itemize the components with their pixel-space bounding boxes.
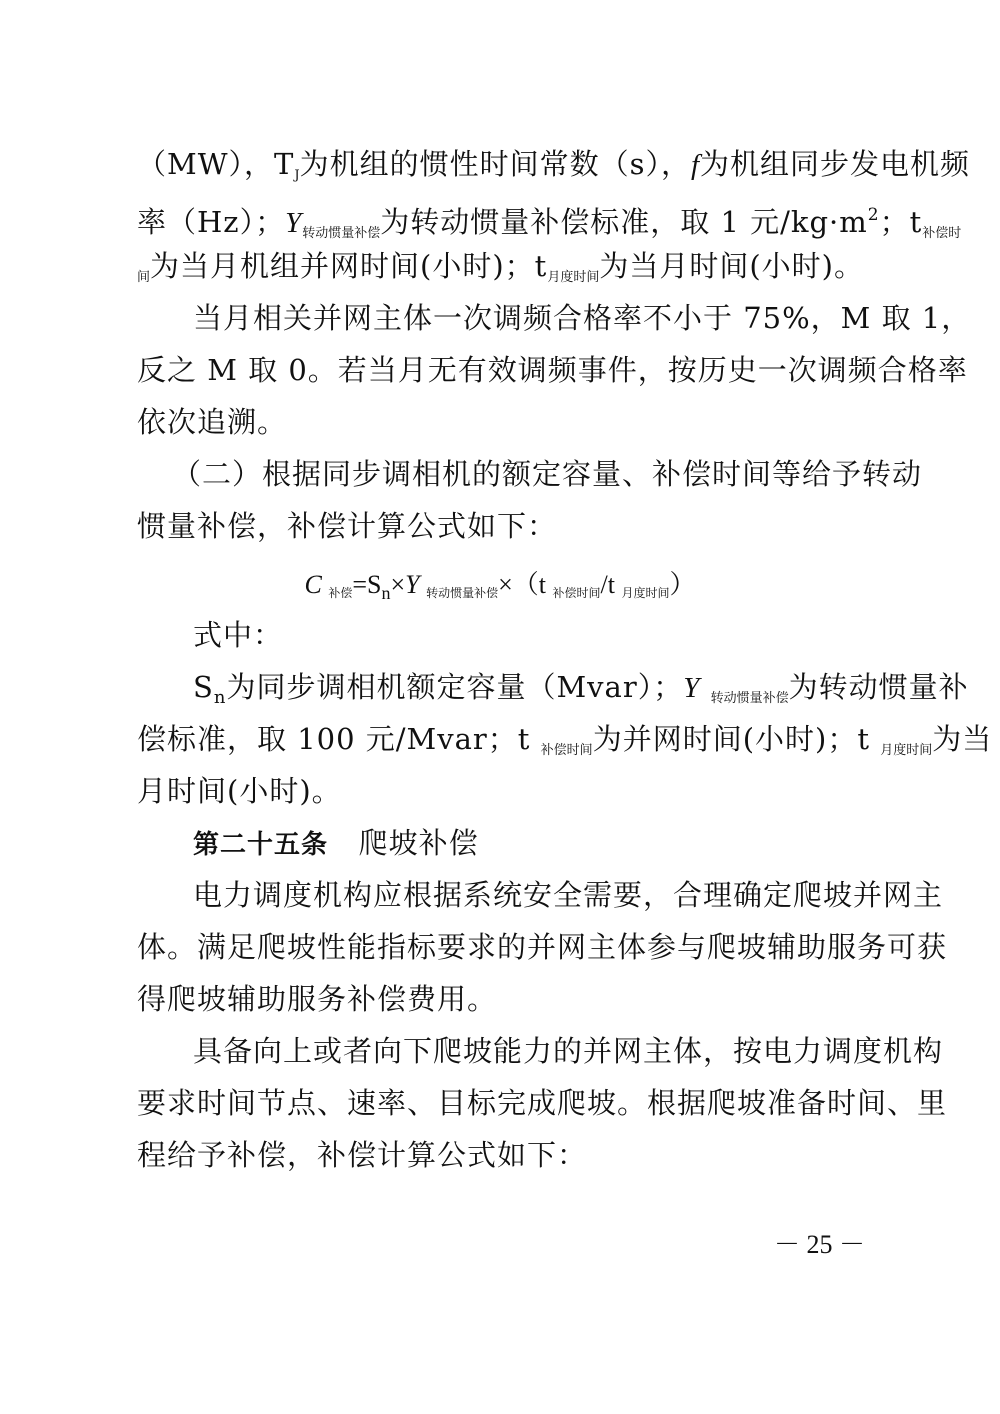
text-line: 式中：	[193, 618, 284, 652]
text-line: 率（Hz）；$Y_{转动惯量补偿}$为转动惯量补偿标准，取 1 元$/kg\cdot m^2$；$t_{补偿时}$	[137, 205, 962, 241]
text-line: 反之 M 取 0。若当月无有效调频事件，按历史一次调频合格率	[137, 353, 968, 387]
text-line: 要求时间节点、速率、目标完成爬坡。根据爬坡准备时间、里	[137, 1086, 948, 1120]
text-line: 月时间(小时)。	[137, 774, 342, 808]
text-line: 具备向上或者向下爬坡能力的并网主体，按电力调度机构	[193, 1034, 944, 1068]
text-line: 体。满足爬坡性能指标要求的并网主体参与爬坡辅助服务可获	[137, 930, 948, 964]
text-line: 电力调度机构应根据系统安全需要，合理确定爬坡并网主	[193, 878, 944, 912]
article-number: 第二十五条	[193, 830, 329, 860]
text-line: $_间$为当月机组并网时间(小时)；$t_{月度时间}$为当月时间(小时)。	[137, 249, 864, 285]
text-line: 依次追溯。	[137, 405, 288, 439]
text-line: 惯量补偿，补偿计算公式如下：	[137, 509, 558, 543]
text-line: 程给予补偿，补偿计算公式如下：	[137, 1138, 588, 1172]
text-line: 得爬坡辅助服务补偿费用。	[137, 982, 498, 1016]
text-line: $S_n$为同步调相机额定容量（Mvar）；Y $_{转动惯量补偿}$为转动惯量补	[193, 670, 969, 708]
text-line: （MW），$T_J$为机组的惯性时间常数（s），f为机组同步发电机频	[137, 147, 971, 183]
text-line: 偿标准，取 100 元/Mvar；t $_{补偿时间}$为并网时间(小时)；t $_{月度时间}$为当	[137, 722, 993, 758]
article-heading	[193, 823, 867, 865]
formula: C $_{补偿}=S_n\times Y$ $_{转动惯量补偿}$×（t $_{补偿时间}$/t $_{月度时间}$）	[304, 570, 696, 603]
page-number: － 25 －	[773, 1230, 865, 1259]
article-title: 爬坡补偿	[358, 826, 479, 860]
text-line: 当月相关并网主体一次调频合格率不小于 75%，M 取 1，	[193, 301, 972, 335]
text-line: （二）根据同步调相机的额定容量、补偿时间等给予转动	[172, 457, 923, 491]
